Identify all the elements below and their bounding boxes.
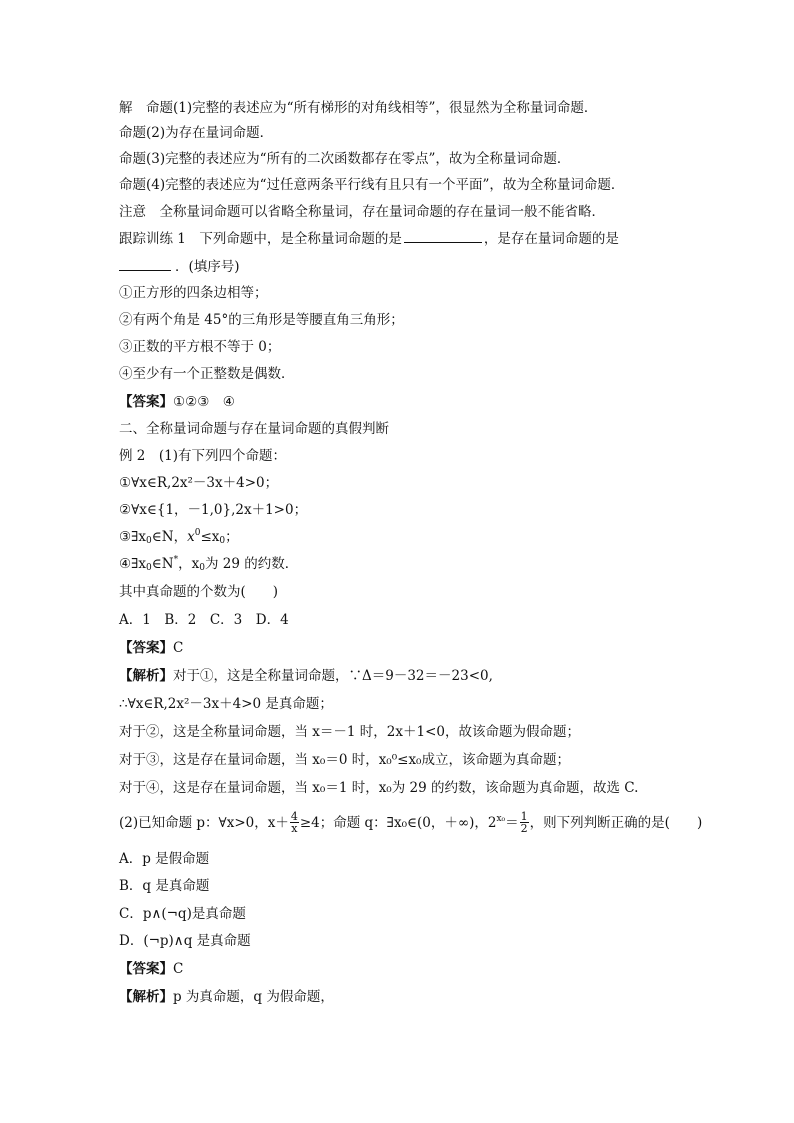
- analysis-text-1: 对于①，这是全称量词命题，∵Δ＝9－32＝－23<0,: [173, 668, 493, 684]
- prop-4-text-c: ，x: [178, 556, 200, 572]
- exercise-text-b: ，是存在量词命题的是: [483, 231, 619, 247]
- prop-4-sub-a: 0: [146, 563, 152, 573]
- exercise-line-1: [119, 229, 679, 248]
- stem-text-a: (2)已知命题 p：∀x>0，x＋: [119, 815, 289, 831]
- answer-value-3: C: [173, 961, 184, 977]
- answer-label-2: 【答案】: [119, 640, 173, 656]
- section-heading: 二、全称量词命题与存在量词命题的真假判断: [119, 421, 389, 437]
- stem-exponent: x₀: [496, 814, 506, 824]
- prop-4-star: *: [173, 555, 179, 565]
- item-3: ③正数的平方根不等于 0；: [119, 339, 281, 355]
- example-heading: 例 2 (1)有下列四个命题：: [119, 448, 287, 464]
- choices-line: A．1 B．2 C．3 D．4: [119, 612, 289, 628]
- exercise-text-a: 跟踪训练 1 下列命题中，是全称量词命题的是: [119, 231, 402, 247]
- solution-line-3: 命题(3)完整的表述应为“所有的二次函数都存在零点”，故为全称量词命题．: [119, 151, 571, 167]
- prop-3-sub-a: 0: [146, 536, 152, 546]
- item-2: ②有两个角是 45°的三角形是等腰直角三角形；: [119, 312, 404, 328]
- answer-value-1: ①②③ ④: [173, 394, 235, 410]
- fraction-1-numerator: 4: [290, 810, 298, 823]
- fraction-2-numerator: 1: [520, 810, 528, 823]
- analysis-line-3: 对于②，这是全称量词命题，当 x＝－1 时，2x＋1<0，故该命题为假命题；: [119, 724, 580, 740]
- exercise-line-2: [119, 257, 679, 276]
- answer-blank-1[interactable]: [404, 229, 482, 243]
- analysis-line-4: 对于③，这是存在量词命题，当 x₀＝0 时，x₀⁰≤x₀成立，该命题为真命题；: [119, 752, 570, 768]
- prop-4-text-d: 为 29 的约数．: [204, 556, 299, 572]
- answer-line-1: [119, 393, 679, 411]
- stem-text-b: ≥4；命题 q：∃x₀∈(0，＋∞)，2: [299, 815, 497, 831]
- solution-line-4: 命题(4)完整的表述应为“过任意两条平行线有且只有一个平面”，故为全称量词命题．: [119, 177, 625, 193]
- prop-4-sub-b: 0: [199, 563, 205, 573]
- exercise-text-c: ．(填序号): [175, 259, 240, 275]
- analysis-line-5: 对于④，这是存在量词命题，当 x₀＝1 时，x₀为 29 的约数，该命题为真命题，故选 C.: [119, 780, 639, 796]
- fraction-4-over-x: [290, 811, 299, 834]
- prop-3-sup: 0: [194, 528, 201, 538]
- analysis-line-2: ∴∀x∈R,2x²－3x＋4>0 是真命题；: [119, 696, 333, 712]
- fraction-2-denominator: 2: [520, 822, 528, 835]
- analysis-line-1: [119, 667, 679, 685]
- option-b: B．q 是真命题: [119, 878, 210, 894]
- prop-3-text-a: ③∃x: [119, 529, 147, 545]
- prop-3-var-x: x: [187, 529, 195, 545]
- answer-line-3: [119, 960, 679, 978]
- prop-2: ②∀x∈{1，－1,0},2x＋1>0；: [119, 502, 308, 518]
- question-line: 其中真命题的个数为( ): [119, 584, 279, 600]
- stem-text-d: ，则下列判断正确的是( ): [529, 815, 703, 831]
- solution-line-1: 解 命题(1)完整的表述应为“所有梯形的对角线相等”，很显然为全称量词命题．: [119, 100, 598, 116]
- analysis-label-1: 【解析】: [119, 668, 173, 684]
- note-line: 注意 全称量词命题可以省略全称量词，存在量词命题的存在量词一般不能省略．: [119, 204, 605, 220]
- answer-label-3: 【答案】: [119, 961, 173, 977]
- prop-4: [119, 555, 679, 573]
- prop-3-text-b: ∈N，: [151, 529, 188, 545]
- answer-value-2: C: [173, 640, 184, 656]
- answer-label-1: 【答案】: [119, 394, 173, 410]
- analysis-label-2: 【解析】: [119, 989, 173, 1005]
- item-4: ④至少有一个正整数是偶数．: [119, 366, 295, 382]
- prop-3-sub-b: 0: [219, 536, 226, 546]
- example-2-2-stem: [119, 810, 703, 835]
- answer-blank-2[interactable]: [119, 257, 171, 271]
- option-a: A．p 是假命题: [119, 851, 210, 867]
- prop-4-text-a: ④∃x: [119, 556, 147, 572]
- analysis-line-6: [119, 988, 679, 1006]
- prop-4-text-b: ∈N: [151, 556, 174, 572]
- stem-text-c: ＝: [505, 815, 519, 831]
- solution-line-2: 命题(2)为存在量词命题．: [119, 125, 274, 141]
- option-d: D．(¬p)∧q 是真命题: [119, 933, 251, 949]
- prop-1: ①∀x∈R,2x²－3x＋4>0；: [119, 475, 279, 491]
- prop-3-text-d: ；: [225, 529, 239, 545]
- analysis-text-6: p 为真命题，q 为假命题，: [173, 989, 334, 1005]
- fraction-1-over-2: [520, 811, 529, 834]
- prop-3: [119, 528, 679, 546]
- fraction-1-denominator: x: [291, 822, 298, 835]
- prop-3-text-c: ≤x: [200, 529, 220, 545]
- item-1: ①正方形的四条边相等；: [119, 285, 268, 301]
- option-c: C．p∧(¬q)是真命题: [119, 906, 246, 922]
- answer-line-2: [119, 639, 679, 657]
